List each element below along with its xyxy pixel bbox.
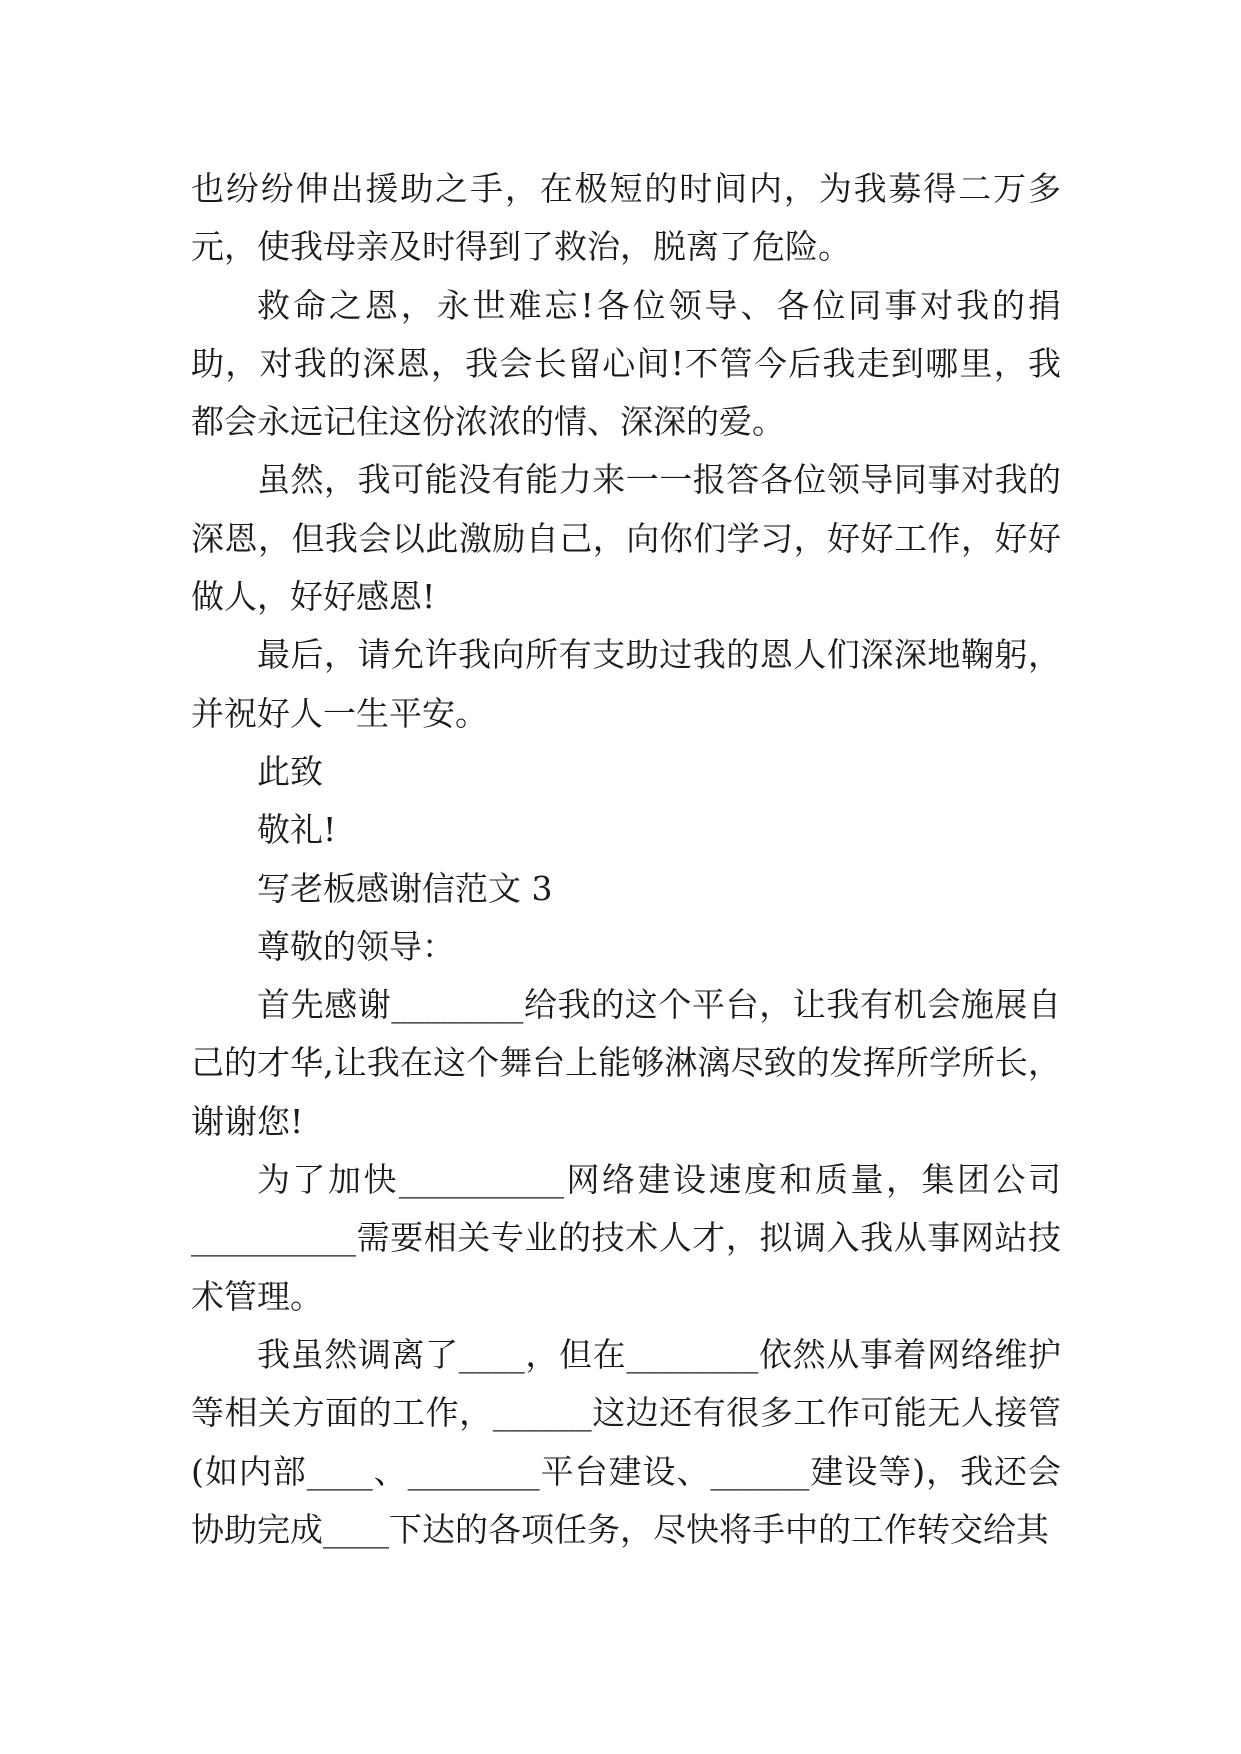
paragraph-thanks: 首先感谢________给我的这个平台，让我有机会施展自己的才华,让我在这个舞台上能够淋漓尽致的发挥所学所长，谢谢您!: [191, 985, 1061, 1141]
paragraph-continued: 也纷纷伸出援助之手，在极短的时间内，为我募得二万多元，使我母亲及时得到了救治，脱离了危险。: [191, 169, 1061, 267]
section-heading: 写老板感谢信范文 3: [257, 868, 553, 908]
salutation-cizhi: 此致: [257, 751, 323, 791]
paragraph-transfer: 为了加快__________网络建设速度和质量，集团公司__________需要相关专业的技术人才，拟调入我从事网站技术管理。: [191, 1160, 1061, 1316]
paragraph-gratitude: 救命之恩，永世难忘!各位领导、各位同事对我的捐助，对我的深恩，我会长留心间!不管今后我走到哪里，我都会永远记住这份浓浓的情、深深的爱。: [191, 285, 1061, 442]
paragraph-closing: 最后，请允许我向所有支助过我的恩人们深深地鞠躬，并祝好人一生平安。: [191, 635, 1061, 733]
paragraph-work: 我虽然调离了____，但在________依然从事着网络维护等相关方面的工作，______这边还有很多工作可能无人接管(如内部____、________平台建设、______建设等)，我还会协助完成____下达的各项任务，尽快将手中的工作转交给其: [191, 1334, 1061, 1549]
salutation-jingli: 敬礼!: [257, 810, 337, 850]
document-body: [191, 160, 1061, 1559]
paragraph-repay: 虽然，我可能没有能力来一一报答各位领导同事对我的深恩，但我会以此激励自己，向你们学习，好好工作，好好做人，好好感恩!: [191, 460, 1061, 617]
letter-greeting: 尊敬的领导：: [257, 926, 455, 966]
